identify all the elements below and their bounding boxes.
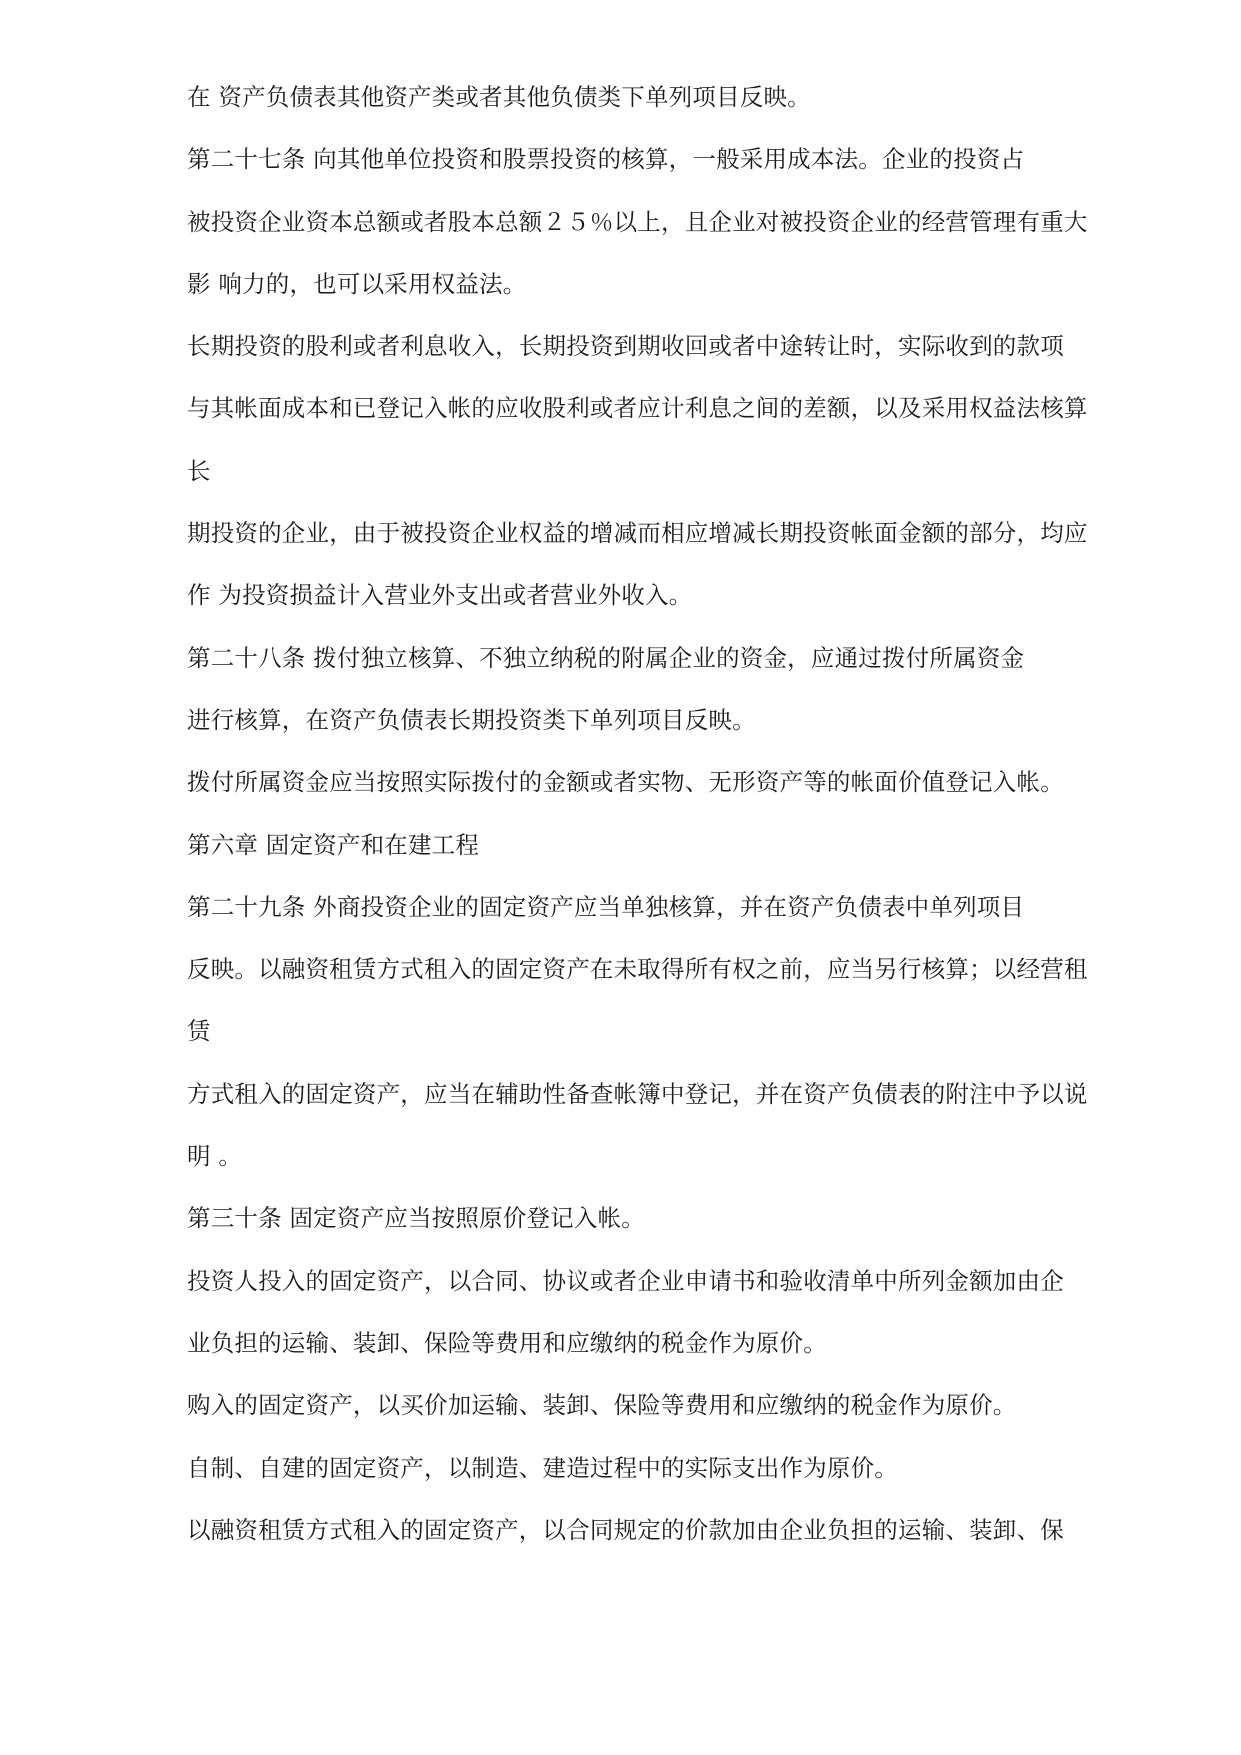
chapter-6-heading: 第六章 固定资产和在建工程 — [187, 830, 480, 859]
text-line: 拨付所属资金应当按照实际拨付的金额或者实物、无形资产等的帐面价值登记入帐。 — [187, 768, 1064, 797]
document-body — [187, 75, 1187, 1570]
text-line: 期投资的企业，由于被投资企业权益的增减而相应增减长期投资帐面金额的部分，均应 — [187, 519, 1088, 548]
text-line: 在 资产负债表其他资产类或者其他负债类下单列项目反映。 — [187, 83, 811, 111]
text-line: 明 。 — [187, 1142, 243, 1171]
text-line: 反映。以融资租赁方式租入的固定资产在未取得所有权之前，应当另行核算；以经营租 — [187, 955, 1088, 984]
article-27-heading-line: 第二十七条 向其他单位投资和股票投资的核算，一般采用成本法。企业的投资占 — [187, 145, 1025, 174]
article-30-heading-line: 第三十条 固定资产应当按照原价登记入帐。 — [187, 1204, 645, 1233]
text-line: 赁 — [187, 1017, 211, 1046]
text-line: 购入的固定资产，以买价加运输、装卸、保险等费用和应缴纳的税金作为原价。 — [187, 1391, 1017, 1420]
text-line: 进行核算，在资产负债表长期投资类下单列项目反映。 — [187, 705, 756, 734]
text-line: 长期投资的股利或者利息收入，长期投资到期收回或者中途转让时，实际收到的款项 — [187, 332, 1064, 361]
text-line: 以融资租赁方式租入的固定资产，以合同规定的价款加由企业负担的运输、装卸、保 — [187, 1515, 1064, 1544]
text-line: 影 响力的，也可以采用权益法。 — [187, 269, 527, 298]
text-line: 被投资企业资本总额或者股本总额２５％以上，且企业对被投资企业的经营管理有重大 — [187, 207, 1088, 236]
text-line: 自制、自建的固定资产，以制造、建造过程中的实际支出作为原价。 — [187, 1453, 898, 1482]
article-29-heading-line: 第二十九条 外商投资企业的固定资产应当单独核算，并在资产负债表中单列项目 — [187, 892, 1025, 921]
text-line: 长 — [187, 456, 211, 485]
text-line: 与其帐面成本和已登记入帐的应收股利或者应计利息之间的差额，以及采用权益法核算 — [187, 394, 1088, 423]
article-28-heading-line: 第二十八条 拨付独立核算、不独立纳税的附属企业的资金，应通过拨付所属资金 — [187, 643, 1025, 672]
text-line: 业负担的运输、装卸、保险等费用和应缴纳的税金作为原价。 — [187, 1328, 827, 1357]
text-line: 投资人投入的固定资产，以合同、协议或者企业申请书和验收清单中所列金额加由企 — [187, 1266, 1064, 1295]
text-line: 方式租入的固定资产，应当在辅助性备查帐簿中登记，并在资产负债表的附注中予以说 — [187, 1079, 1088, 1108]
text-line: 作 为投资损益计入营业外支出或者营业外收入。 — [187, 581, 693, 610]
